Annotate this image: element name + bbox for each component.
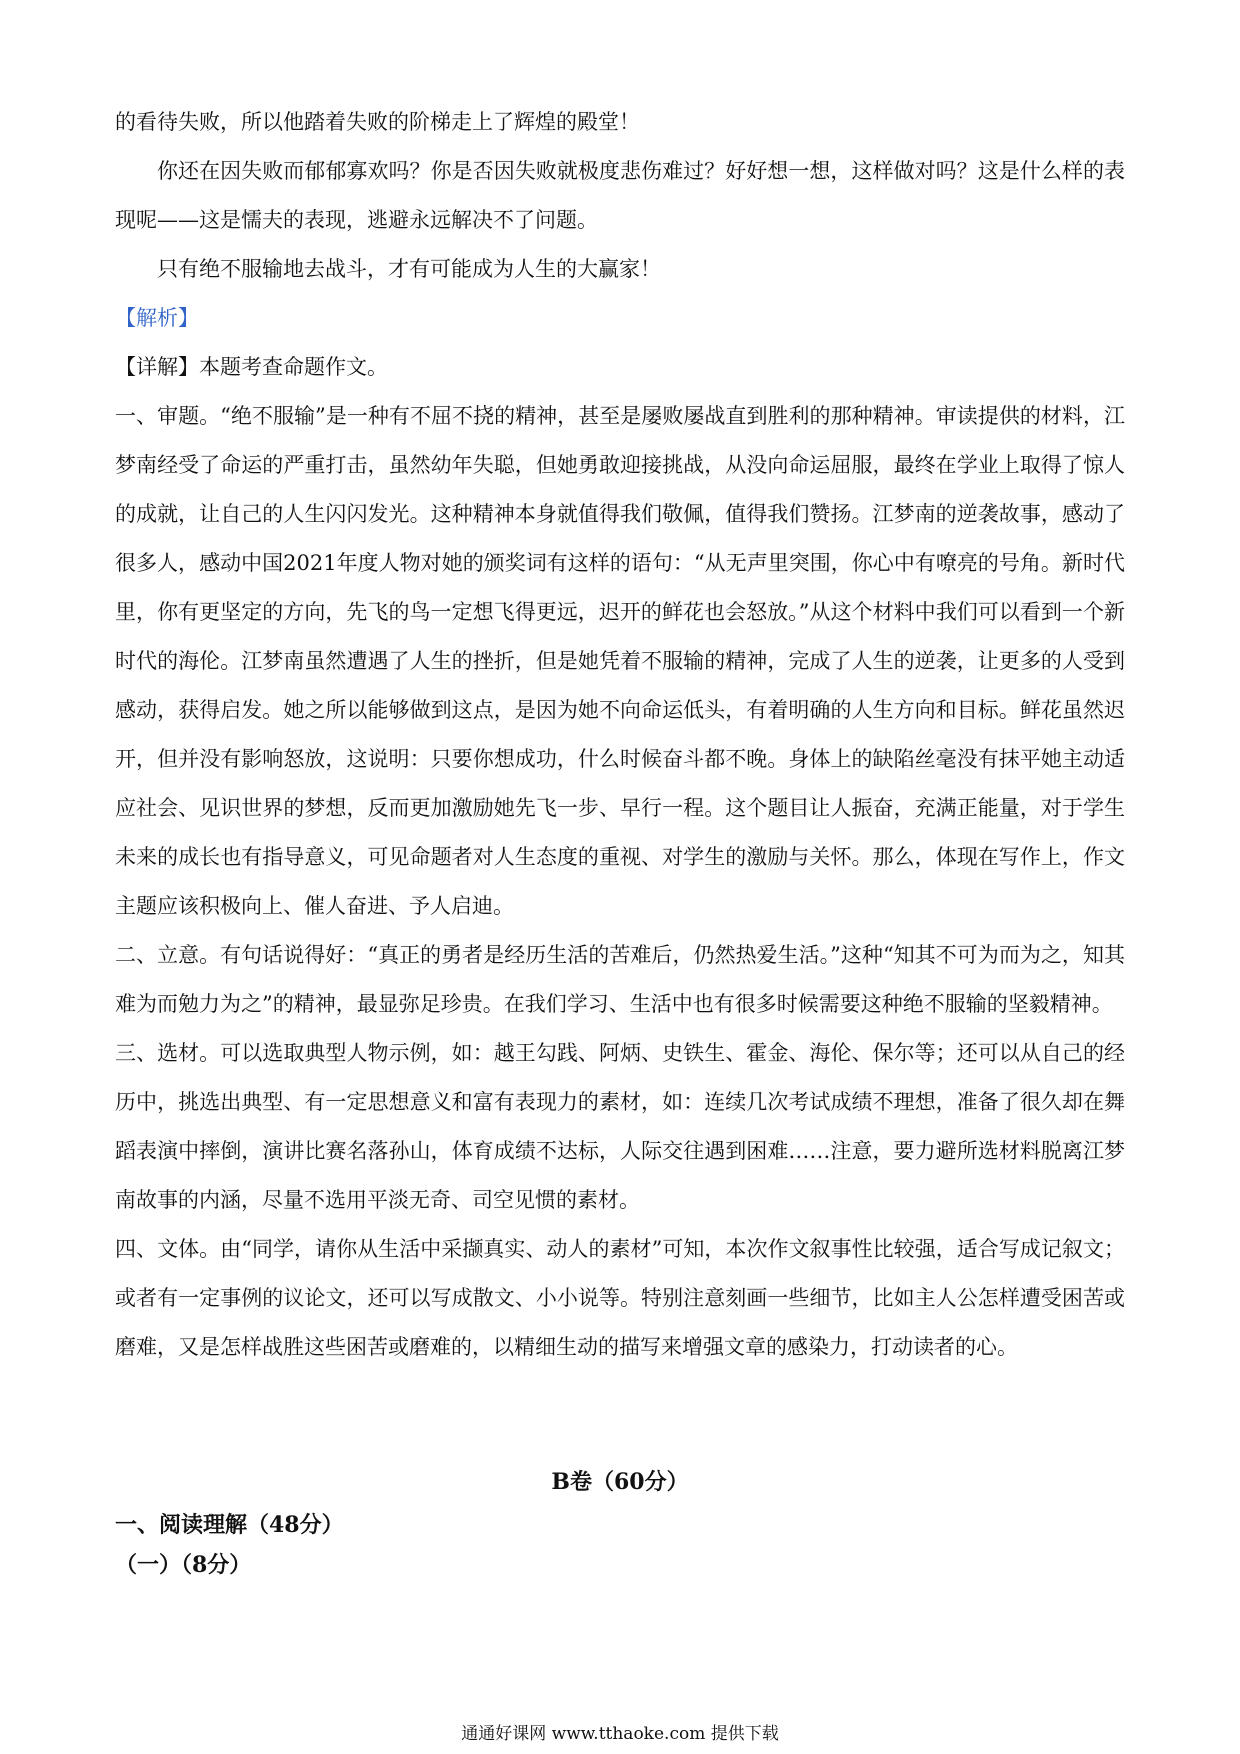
section-theme: 二、立意。有句话说得好：“真正的勇者是经历生活的苦难后，仍然热爱生活。”这种“知其不可为而为之，知其难为而勉力为之”的精神，最显弥足珍贵。在我们学习、生活中也有很多时候需要这种绝不服输的坚毅精神。 xyxy=(115,943,1125,1016)
section-material: 三、选材。可以选取典型人物示例，如：越王勾践、阿炳、史铁生、霍金、海伦、保尔等；还可以从自己的经历中，挑选出典型、有一定思想意义和富有表现力的素材，如：连续几次考试成绩不理想，准备了很久却在舞蹈表演中摔倒，演讲比赛名落孙山，体育成绩不达标，人际交往遇到困难……注意，要力避所选材料脱离江梦南故事的内涵，尽量不选用平淡无奇、司空见惯的素材。 xyxy=(115,1041,1125,1212)
paragraph-conclusion: 只有绝不服输地去战斗，才有可能成为人生的大赢家！ xyxy=(157,257,661,281)
document-body xyxy=(115,98,1125,1372)
detail-line: 【详解】本题考查命题作文。 xyxy=(115,355,388,379)
section-style: 四、文体。由“同学，请你从生活中采撷真实、动人的素材”可知，本次作文叙事性比较强，适合写成记叙文；或者有一定事例的议论文，还可以写成散文、小小说等。特别注意刻画一些细节，比如主人公怎样遭受困苦或磨难，又是怎样战胜这些困苦或磨难的，以精细生动的描写来增强文章的感染力，打动读者的心。 xyxy=(115,1237,1125,1359)
footer-text: 通通好课网 www.tthaoke.com 提供下载 xyxy=(461,1724,779,1744)
paragraph-question: 你还在因失败而郁郁寡欢吗？你是否因失败就极度悲伤难过？好好想一想，这样做对吗？这是什么样的表现呢——这是懦夫的表现，逃避永远解决不了问题。 xyxy=(115,159,1125,232)
section-review: 一、审题。“绝不服输”是一种有不屈不挠的精神，甚至是屡败屡战直到胜利的那种精神。审读提供的材料，江梦南经受了命运的严重打击，虽然幼年失聪，但她勇敢迎接挑战，从没向命运屈服，最终在学业上取得了惊人的成就，让自己的人生闪闪发光。这种精神本身就值得我们敬佩，值得我们赞扬。江梦南的逆袭故事，感动了很多人，感动中国2021年度人物对她的颁奖词有这样的语句：“从无声里突围，你心中有嘹亮的号角。新时代里，你有更坚定的方向，先飞的鸟一定想飞得更远，迟开的鲜花也会怒放。”从这个材料中我们可以看到一个新时代的海伦。江梦南虽然遭遇了人生的挫折，但是她凭着不服输的精神，完成了人生的逆袭，让更多的人受到感动，获得启发。她之所以能够做到这点，是因为她不向命运低头，有着明确的人生方向和目标。鲜花虽然迟开，但并没有影响怒放，这说明：只要你想成功，什么时候奋斗都不晚。身体上的缺陷丝毫没有抹平她主动适应社会、见识世界的梦想，反而更加激励她先飞一步、早行一程。这个题目让人振奋，充满正能量，对于学生未来的成长也有指导意义，可见命题者对人生态度的重视、对学生的激励与关怀。那么，体现在写作上，作文主题应该积极向上、催人奋进、予人启迪。 xyxy=(115,404,1125,918)
part-title: 一、阅读理解（48分） xyxy=(115,1512,344,1538)
sub-title: （一）（8分） xyxy=(115,1552,252,1578)
paragraph-continuation: 的看待失败，所以他踏着失败的阶梯走上了辉煌的殿堂！ xyxy=(115,110,640,134)
analysis-tag: 【解析】 xyxy=(115,306,199,330)
volume-title: B卷（60分） xyxy=(551,1469,689,1495)
